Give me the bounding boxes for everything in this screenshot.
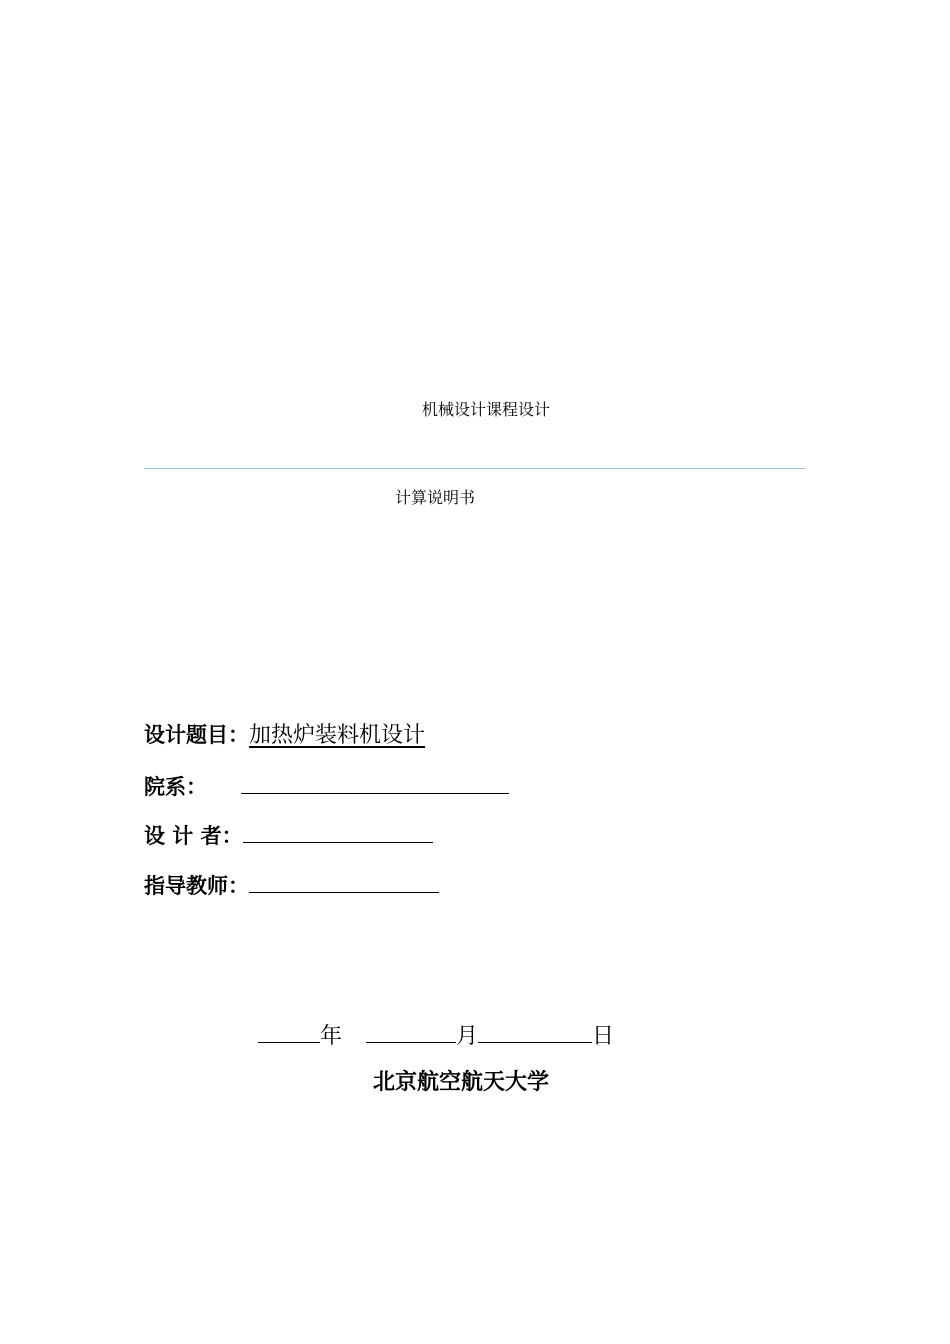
department-label: 院系： bbox=[144, 775, 207, 799]
date-line bbox=[258, 1018, 614, 1052]
department-field bbox=[144, 771, 509, 802]
year-label: 年 bbox=[320, 1024, 343, 1049]
topic-label: 设计题目： bbox=[144, 723, 249, 747]
topic-value: 加热炉装料机设计 bbox=[249, 723, 426, 748]
university-name: 北京航空航天大学 bbox=[373, 1070, 550, 1095]
course-title: 机械设计课程设计 bbox=[422, 400, 551, 419]
year-blank bbox=[258, 1018, 320, 1043]
day-label: 日 bbox=[592, 1024, 615, 1049]
header-divider bbox=[144, 468, 806, 469]
advisor-label: 指导教师： bbox=[144, 874, 249, 898]
month-blank bbox=[366, 1018, 456, 1043]
topic-field bbox=[144, 720, 425, 751]
day-blank bbox=[478, 1018, 592, 1043]
designer-field bbox=[144, 820, 433, 851]
designer-blank bbox=[243, 820, 433, 843]
advisor-field bbox=[144, 870, 439, 901]
designer-label: 设 计 者： bbox=[144, 824, 243, 848]
advisor-blank bbox=[249, 870, 439, 893]
month-label: 月 bbox=[456, 1024, 479, 1049]
department-blank bbox=[241, 771, 509, 794]
document-subtitle: 计算说明书 bbox=[395, 488, 476, 507]
